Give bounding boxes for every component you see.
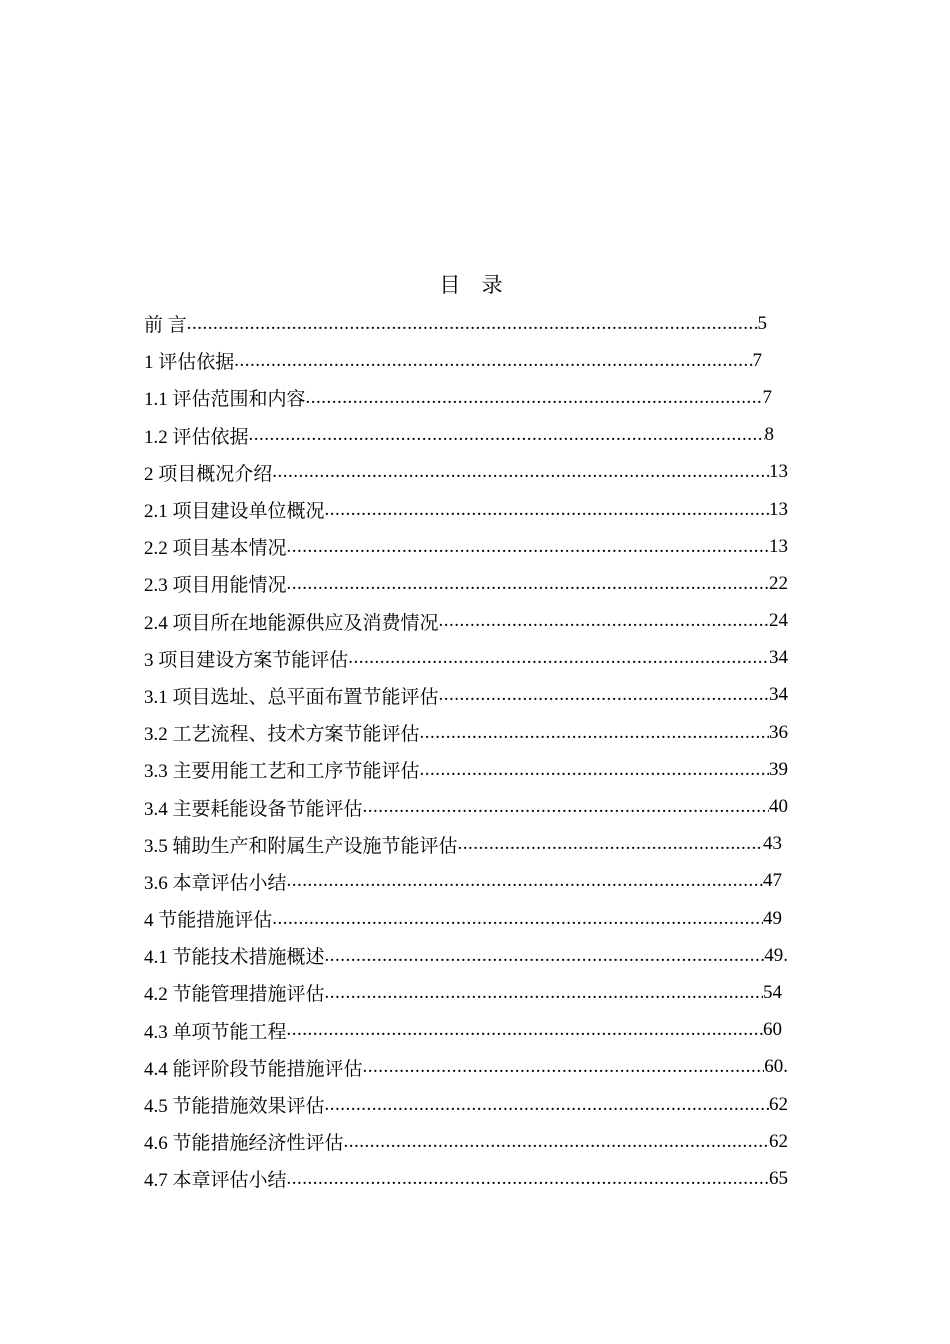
toc-leader-dots — [439, 610, 769, 632]
toc-entry-title: 4.1 节能技术措施概述 — [144, 947, 325, 969]
toc-entry-page: 13 — [769, 498, 788, 520]
toc-leader-dots — [272, 461, 769, 483]
toc-entry[interactable] — [144, 900, 782, 937]
toc-entry-title: 4.3 单项节能工程 — [144, 1021, 287, 1043]
toc-entry[interactable] — [144, 305, 767, 342]
toc-entry[interactable] — [144, 491, 788, 528]
toc-entry-title: 前 言 — [144, 315, 187, 337]
toc-leader-dots — [287, 573, 769, 595]
toc-entry-page: 22 — [769, 572, 788, 594]
toc-entry-title: 3.1 项目选址、总平面布置节能评估 — [144, 686, 439, 708]
toc-entry-page: 47 — [763, 870, 782, 892]
toc-entry[interactable] — [144, 1086, 788, 1123]
toc-entry-page: 65 — [769, 1167, 788, 1189]
toc-entry[interactable] — [144, 640, 788, 677]
toc-entry[interactable] — [144, 565, 788, 602]
toc-entry-title: 3.4 主要耗能设备节能评估 — [144, 798, 363, 820]
toc-entry[interactable] — [144, 528, 788, 565]
toc-leader-dots — [420, 722, 769, 744]
toc-entry-page: 34 — [769, 684, 788, 706]
toc-entry[interactable] — [144, 863, 782, 900]
toc-entry[interactable] — [144, 826, 782, 863]
toc-entry-page: 54 — [763, 981, 782, 1003]
toc-leader-dots — [458, 833, 763, 855]
toc-entry-title: 4.4 能评阶段节能措施评估 — [144, 1058, 363, 1080]
toc-entry-page: 5 — [757, 312, 767, 334]
toc-entry-page: 13 — [769, 535, 788, 557]
toc-leader-dots — [287, 870, 763, 892]
toc-leader-dots — [348, 647, 769, 669]
toc-entry-page: 39 — [769, 758, 788, 780]
toc-entry[interactable] — [144, 603, 788, 640]
toc-entry-page: 43 — [763, 833, 782, 855]
toc-leader-dots — [420, 759, 769, 781]
toc-list — [144, 305, 804, 1198]
toc-entry-page: 24 — [769, 610, 788, 632]
toc-entry[interactable] — [144, 1160, 788, 1197]
toc-entry-title: 3.2 工艺流程、技术方案节能评估 — [144, 724, 420, 746]
toc-entry[interactable] — [144, 714, 788, 751]
toc-leader-dots — [325, 982, 763, 1004]
toc-entry[interactable] — [144, 379, 772, 416]
toc-leader-dots — [306, 387, 763, 409]
toc-entry-title: 4 节能措施评估 — [144, 910, 273, 932]
toc-entry-page: 40 — [769, 796, 788, 818]
toc-leader-dots — [439, 684, 769, 706]
toc-entry[interactable] — [144, 1012, 782, 1049]
toc-leader-dots — [272, 908, 763, 930]
toc-entry-page: 49 — [763, 907, 782, 929]
toc-entry[interactable] — [144, 417, 774, 454]
toc-entry[interactable] — [144, 1049, 788, 1086]
toc-entry[interactable] — [144, 937, 788, 974]
toc-entry-title: 2 项目概况介绍 — [144, 463, 273, 485]
toc-entry-title: 1.2 评估依据 — [144, 426, 249, 448]
toc-entry-page: 7 — [762, 386, 772, 408]
toc-leader-dots — [234, 350, 752, 372]
toc-entry-title: 4.5 节能措施效果评估 — [144, 1096, 325, 1118]
toc-entry[interactable] — [144, 788, 788, 825]
toc-entry[interactable] — [144, 974, 782, 1011]
toc-entry-page: 13 — [769, 461, 788, 483]
toc-leader-dots — [287, 1019, 763, 1041]
toc-leader-dots — [363, 796, 769, 818]
toc-leader-dots — [249, 424, 765, 446]
toc-leader-dots — [287, 1168, 769, 1190]
toc-leader-dots — [325, 945, 765, 967]
toc-entry-title: 1 评估依据 — [144, 352, 235, 374]
toc-entry-page: 36 — [769, 721, 788, 743]
toc-entry-title: 3.6 本章评估小结 — [144, 872, 287, 894]
toc-entry-page: 62 — [769, 1093, 788, 1115]
toc-entry-title: 4.6 节能措施经济性评估 — [144, 1133, 344, 1155]
toc-leader-dots — [344, 1131, 769, 1153]
toc-leader-dots — [363, 1056, 765, 1078]
toc-entry[interactable] — [144, 454, 788, 491]
toc-entry[interactable] — [144, 1123, 788, 1160]
toc-leader-dots — [325, 1094, 769, 1116]
toc-entry-title: 2.2 项目基本情况 — [144, 538, 287, 560]
toc-entry-page: 34 — [769, 647, 788, 669]
toc-leader-dots — [287, 536, 769, 558]
toc-title: 目 录 — [439, 273, 511, 297]
toc-entry-title: 2.4 项目所在地能源供应及消费情况 — [144, 612, 439, 634]
toc-entry-title: 2.3 项目用能情况 — [144, 575, 287, 597]
toc-entry-page: 8 — [764, 424, 774, 446]
toc-entry-page: 60 — [763, 1019, 782, 1041]
toc-entry-title: 2.1 项目建设单位概况 — [144, 501, 325, 523]
toc-entry-title: 1.1 评估范围和内容 — [144, 389, 306, 411]
toc-entry[interactable] — [144, 751, 788, 788]
toc-entry-page: 62 — [769, 1130, 788, 1152]
toc-entry-page: 49. — [764, 944, 788, 966]
toc-entry-title: 4.2 节能管理措施评估 — [144, 984, 325, 1006]
toc-entry-title: 3 项目建设方案节能评估 — [144, 649, 349, 671]
toc-entry[interactable] — [144, 342, 762, 379]
toc-entry[interactable] — [144, 677, 788, 714]
toc-leader-dots — [187, 313, 758, 335]
toc-entry-page: 60. — [764, 1056, 788, 1078]
toc-entry-page: 7 — [752, 349, 762, 371]
toc-entry-title: 4.7 本章评估小结 — [144, 1170, 287, 1192]
toc-entry-title: 3.3 主要用能工艺和工序节能评估 — [144, 761, 420, 783]
toc-leader-dots — [325, 499, 769, 521]
toc-entry-title: 3.5 辅助生产和附属生产设施节能评估 — [144, 835, 458, 857]
